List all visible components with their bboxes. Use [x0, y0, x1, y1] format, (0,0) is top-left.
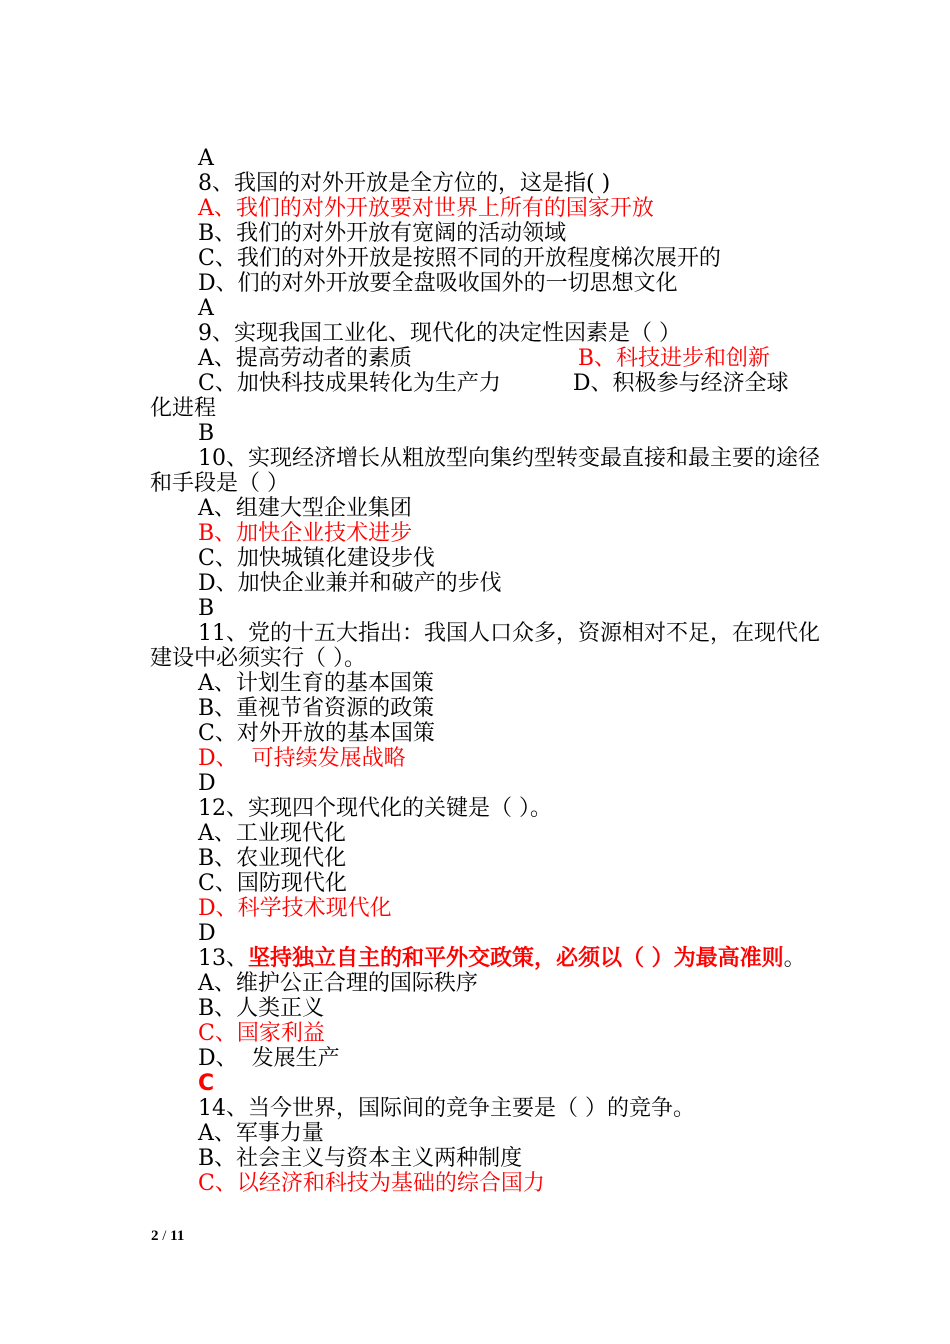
- question-12-option-b: B、农业现代化: [198, 846, 347, 871]
- question-14-option-b: B、社会主义与资本主义两种制度: [198, 1146, 523, 1171]
- question-11-option-d: D、 可持续发展战略: [198, 746, 406, 771]
- question-11-answer: D: [198, 771, 216, 796]
- answer-prev: A: [198, 146, 214, 171]
- question-11-option-b: B、重视节省资源的政策: [198, 696, 435, 721]
- page-current: 2: [151, 1228, 159, 1244]
- question-10-option-c: C、加快城镇化建设步伐: [198, 546, 435, 571]
- question-13-stem: [150, 946, 830, 971]
- question-11-option-a: A、计划生育的基本国策: [198, 671, 434, 696]
- question-10-stem: 10、实现经济增长从粗放型向集约型转变最直接和最主要的途径和手段是（ ）: [150, 446, 820, 496]
- question-9-answer: B: [198, 421, 215, 446]
- question-14-option-a: A、军事力量: [198, 1121, 324, 1146]
- question-12-stem: 12、实现四个现代化的关键是（ ）。: [198, 796, 552, 821]
- page-number: [151, 1228, 184, 1245]
- question-13-number: 13、: [198, 946, 248, 971]
- question-10-answer: B: [198, 596, 215, 621]
- page-total: 11: [170, 1228, 185, 1244]
- question-10-option-a: A、组建大型企业集团: [198, 496, 412, 521]
- question-9-options-ab: [150, 346, 830, 371]
- question-9-option-a: A、提高劳动者的素质: [198, 346, 412, 371]
- question-8-option-b: B、我们的对外开放有宽阔的活动领域: [198, 221, 567, 246]
- question-11-stem: 11、党的十五大指出：我国人口众多，资源相对不足，在现代化建设中必须实行（ ）。: [150, 621, 820, 671]
- question-8-answer: A: [198, 296, 214, 321]
- question-9-option-d: D、积极参与经济全球: [572, 371, 789, 396]
- question-9-options-cd: [150, 371, 830, 396]
- question-9-stem: 9、实现我国工业化、现代化的决定性因素是（ ）: [198, 321, 681, 346]
- question-8-option-a: A、我们的对外开放要对世界上所有的国家开放: [198, 196, 654, 221]
- question-12-option-d: D、科学技术现代化: [198, 896, 392, 921]
- question-11-option-c: C、对外开放的基本国策: [198, 721, 435, 746]
- question-13-stem-end: 。: [783, 946, 806, 971]
- question-8-option-d: D、们的对外开放要全盘吸收国外的一切思想文化: [198, 271, 678, 296]
- question-12-answer: D: [198, 921, 216, 946]
- question-8-option-c: C、我们的对外开放是按照不同的开放程度梯次展开的: [198, 246, 721, 271]
- question-13-option-a: A、维护公正合理的国际秩序: [198, 971, 478, 996]
- question-9-option-c: C、加快科技成果转化为生产力: [198, 371, 501, 396]
- question-13-option-c: C、国家利益: [198, 1021, 325, 1046]
- question-8-stem: 8、我国的对外开放是全方位的，这是指( ): [198, 171, 611, 196]
- question-12-option-a: A、工业现代化: [198, 821, 346, 846]
- question-12-option-c: C、国防现代化: [198, 871, 347, 896]
- question-13-stem-bold: 坚持独立自主的和平外交政策，必须以（ ）为最高准则: [248, 946, 784, 971]
- question-13-answer: C: [198, 1071, 215, 1096]
- question-10-option-b: B、加快企业技术进步: [198, 521, 413, 546]
- question-10-option-d: D、加快企业兼并和破产的步伐: [198, 571, 502, 596]
- question-14-option-c: C、以经济和科技为基础的综合国力: [198, 1171, 545, 1196]
- page-separator: /: [158, 1228, 171, 1244]
- question-14-stem: 14、当今世界，国际间的竞争主要是（ ）的竞争。: [198, 1096, 695, 1121]
- question-list: [150, 146, 830, 1196]
- question-9-option-b: B、科技进步和创新: [577, 346, 771, 371]
- question-13-option-d: D、 发展生产: [198, 1046, 340, 1071]
- question-13-option-b: B、人类正义: [198, 996, 325, 1021]
- question-9-option-d-cont: 化进程: [150, 396, 217, 421]
